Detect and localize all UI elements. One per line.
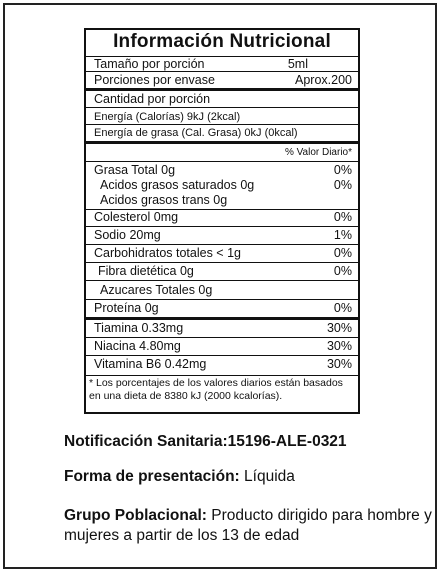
nutrient-name: Acidos grasos trans 0g [100, 193, 228, 207]
divider [86, 355, 358, 356]
nutrient-name: Fibra dietética 0g [98, 264, 194, 278]
grupo-value: Producto dirigido para hombre y mujeres a partir de los 13 de edad [64, 507, 432, 544]
nutrient-daily-value: 0% [333, 163, 352, 177]
divider-thick [86, 88, 358, 91]
nutrient-name: Tiamina 0.33mg [94, 321, 184, 335]
nutrient-row [94, 357, 352, 371]
divider [86, 161, 358, 162]
notificacion-text: Notificación Sanitaria:15196-ALE-0321 [64, 433, 347, 450]
nutrient-name: Niacina 4.80mg [94, 339, 181, 353]
divider [86, 337, 358, 338]
nutrient-row [94, 339, 352, 353]
serving-size-label: Tamaño por porción [94, 57, 205, 71]
divider [86, 375, 358, 376]
presentacion-label: Forma de presentación: [64, 468, 240, 485]
serving-size-row [94, 57, 352, 71]
nutrient-daily-value: 30% [326, 357, 352, 371]
grupo-poblacional [64, 506, 434, 546]
nutrient-daily-value: 0% [333, 210, 352, 224]
presentacion-value: Líquida [244, 468, 295, 485]
nutrient-row [94, 301, 352, 315]
grupo-label: Grupo Poblacional: [64, 507, 207, 524]
amount-per-serving-label: Cantidad por porción [94, 92, 211, 106]
divider [86, 317, 358, 320]
energy-fat-text: Energía de grasa (Cal. Grasa) 0kJ (0kcal) [94, 127, 298, 139]
nutrient-name: Colesterol 0mg [94, 210, 179, 224]
nutrition-facts-label [84, 28, 360, 414]
serving-size-value: 5ml [287, 57, 308, 71]
nutrient-daily-value: 30% [326, 339, 352, 353]
nutrient-row [94, 246, 352, 260]
nutrient-row [94, 283, 352, 297]
forma-presentacion [64, 467, 434, 487]
nutrient-row [94, 163, 352, 177]
divider [86, 124, 358, 125]
divider [86, 226, 358, 227]
nutrient-row [94, 228, 352, 242]
nutrient-row [94, 210, 352, 224]
nutrient-daily-value: 0% [333, 301, 352, 315]
nutrient-daily-value: 30% [326, 321, 352, 335]
divider-thick [86, 141, 358, 144]
nutrient-daily-value: 0% [333, 246, 352, 260]
servings-label: Porciones por envase [94, 73, 215, 87]
amount-per-serving [94, 92, 352, 106]
nutrient-row [94, 193, 352, 207]
servings-per-container-row [94, 73, 352, 87]
divider [86, 71, 358, 72]
servings-value: Aprox.200 [295, 73, 352, 87]
energy-row [94, 110, 352, 124]
energy-text: Energía (Calorías) 9kJ (2kcal) [94, 111, 241, 123]
footnote: * Los porcentajes de los valores diarios están basados en una dieta de 8380 kJ (2000 kcalorías). [89, 377, 343, 402]
divider [86, 244, 358, 245]
nutrient-name: Acidos grasos saturados 0g [100, 178, 255, 192]
notificacion-sanitaria [64, 432, 434, 452]
nutrient-row [94, 321, 352, 335]
nutrient-daily-value: 0% [333, 178, 352, 192]
nutrient-name: Azucares Totales 0g [100, 283, 213, 297]
daily-value-header [94, 146, 352, 160]
nutrient-row [94, 264, 352, 278]
nutrient-name: Vitamina B6 0.42mg [94, 357, 207, 371]
divider [86, 280, 358, 281]
nutrient-name: Grasa Total 0g [94, 163, 176, 177]
nutrient-daily-value: 1% [333, 228, 352, 242]
divider [86, 107, 358, 108]
daily-value-header-text: % Valor Diario* [284, 147, 352, 158]
nutrient-name: Carbohidratos totales < 1g [94, 246, 241, 260]
nutrient-name: Proteína 0g [94, 301, 159, 315]
nutrient-row [94, 178, 352, 192]
energy-fat-row [94, 126, 352, 140]
nutrient-name: Sodio 20mg [94, 228, 161, 242]
divider [86, 299, 358, 300]
nutrient-daily-value: 0% [333, 264, 352, 278]
nutrition-title: Información Nutricional [113, 31, 331, 52]
divider [86, 262, 358, 263]
